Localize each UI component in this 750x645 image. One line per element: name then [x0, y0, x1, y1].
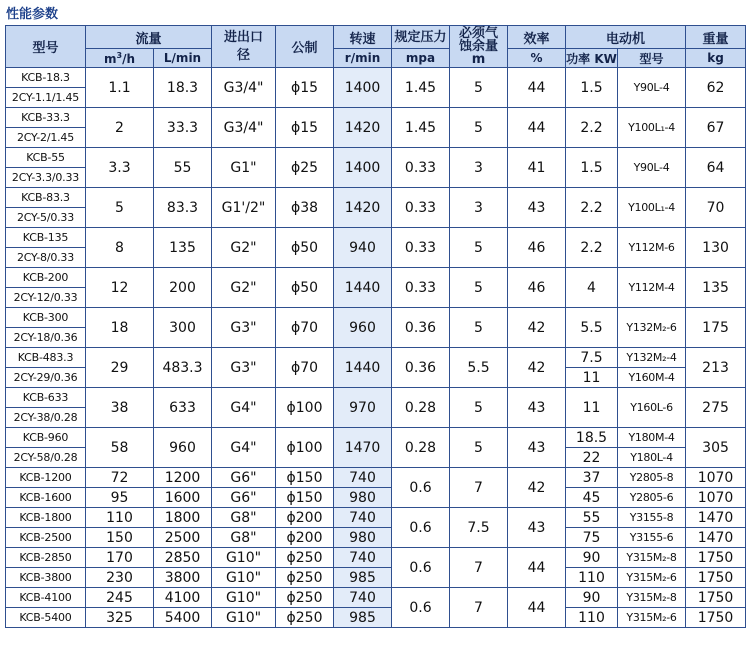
table-row — [6, 568, 746, 588]
table-row — [6, 488, 746, 508]
nominal-size: ϕ25 — [276, 148, 334, 188]
motor-model: Y112M-6 — [618, 228, 686, 268]
pressure-value: 0.6 — [392, 508, 450, 548]
motor-model: Y132M₂-4 — [618, 348, 686, 368]
speed-value: 980 — [334, 528, 392, 548]
weight-value: 1070 — [686, 468, 746, 488]
table-row — [6, 68, 746, 88]
performance-table — [5, 25, 746, 628]
speed-value: 985 — [334, 568, 392, 588]
port-size: G3" — [212, 308, 276, 348]
model-primary: KCB-633 — [6, 388, 86, 408]
speed-value: 1420 — [334, 188, 392, 228]
motor-power: 55 — [566, 508, 618, 528]
speed-value: 1400 — [334, 68, 392, 108]
col-efficiency: 效率 — [508, 26, 566, 49]
table-row — [6, 588, 746, 608]
flow-m3h: 110 — [86, 508, 154, 528]
speed-value: 1400 — [334, 148, 392, 188]
efficiency-value: 44 — [508, 548, 566, 588]
motor-power: 2.2 — [566, 188, 618, 228]
motor-model: Y180M-4 — [618, 428, 686, 448]
port-size: G4" — [212, 428, 276, 468]
speed-value: 740 — [334, 548, 392, 568]
table-row — [6, 308, 746, 328]
port-size: G3" — [212, 348, 276, 388]
motor-power: 11 — [566, 388, 618, 428]
nominal-size: ϕ200 — [276, 528, 334, 548]
weight-value: 1750 — [686, 548, 746, 568]
flow-m3h: 29 — [86, 348, 154, 388]
pressure-value: 0.36 — [392, 308, 450, 348]
flow-lmin: 83.3 — [154, 188, 212, 228]
nominal-size: ϕ100 — [276, 388, 334, 428]
speed-value: 1440 — [334, 348, 392, 388]
port-size: G3/4" — [212, 68, 276, 108]
efficiency-value: 43 — [508, 188, 566, 228]
efficiency-value: 42 — [508, 308, 566, 348]
npsh-value: 7.5 — [450, 508, 508, 548]
npsh-value: 5 — [450, 388, 508, 428]
pressure-value: 0.36 — [392, 348, 450, 388]
nominal-size: ϕ50 — [276, 268, 334, 308]
col-flow-unit-m3h: $m^3/h$ — [86, 49, 154, 68]
efficiency-value: 46 — [508, 268, 566, 308]
nominal-size: ϕ38 — [276, 188, 334, 228]
model-primary: KCB-483.3 — [6, 348, 86, 368]
motor-model: Y112M-4 — [618, 268, 686, 308]
col-weight-unit: kg — [686, 49, 746, 68]
speed-value: 1470 — [334, 428, 392, 468]
weight-value: 130 — [686, 228, 746, 268]
motor-power: 45 — [566, 488, 618, 508]
motor-model: Y315M₂-6 — [618, 568, 686, 588]
model-primary: KCB-300 — [6, 308, 86, 328]
npsh-value: 5 — [450, 268, 508, 308]
motor-model: Y90L-4 — [618, 148, 686, 188]
speed-value: 740 — [334, 508, 392, 528]
nominal-size: ϕ150 — [276, 488, 334, 508]
motor-model: Y90L-4 — [618, 68, 686, 108]
model-secondary: 2CY-3.3/0.33 — [6, 168, 86, 188]
port-size: G8" — [212, 508, 276, 528]
port-size: G6" — [212, 488, 276, 508]
nominal-size: ϕ200 — [276, 508, 334, 528]
table-row — [6, 108, 746, 128]
model-secondary: 2CY-18/0.36 — [6, 328, 86, 348]
npsh-value: 3 — [450, 188, 508, 228]
port-size: G2" — [212, 268, 276, 308]
nominal-size: ϕ250 — [276, 568, 334, 588]
table-row — [6, 228, 746, 248]
flow-lmin: 55 — [154, 148, 212, 188]
npsh-value: 3 — [450, 148, 508, 188]
speed-value: 985 — [334, 608, 392, 628]
motor-power: 90 — [566, 548, 618, 568]
port-size: G1'/2" — [212, 188, 276, 228]
port-size: G1" — [212, 148, 276, 188]
flow-m3h: 8 — [86, 228, 154, 268]
flow-lmin: 33.3 — [154, 108, 212, 148]
npsh-value: 7 — [450, 468, 508, 508]
model-primary: KCB-4100 — [6, 588, 86, 608]
model-primary: KCB-135 — [6, 228, 86, 248]
model-primary: KCB-2850 — [6, 548, 86, 568]
table-row — [6, 348, 746, 368]
motor-power: 37 — [566, 468, 618, 488]
nominal-size: ϕ250 — [276, 548, 334, 568]
pressure-value: 0.6 — [392, 468, 450, 508]
npsh-value: 7 — [450, 588, 508, 628]
speed-value: 980 — [334, 488, 392, 508]
flow-m3h: 150 — [86, 528, 154, 548]
motor-power: 2.2 — [566, 108, 618, 148]
model-secondary: 2CY-8/0.33 — [6, 248, 86, 268]
col-port — [212, 26, 276, 68]
pressure-value: 0.6 — [392, 548, 450, 588]
weight-value: 1750 — [686, 588, 746, 608]
port-size: G10" — [212, 568, 276, 588]
page-title: 性能参数 — [6, 7, 59, 22]
weight-value: 135 — [686, 268, 746, 308]
nominal-size: ϕ100 — [276, 428, 334, 468]
npsh-value: 5 — [450, 428, 508, 468]
efficiency-value: 43 — [508, 508, 566, 548]
col-npsh — [450, 26, 508, 68]
weight-value: 1470 — [686, 528, 746, 548]
motor-power: 2.2 — [566, 228, 618, 268]
motor-model: Y160M-4 — [618, 368, 686, 388]
weight-value: 67 — [686, 108, 746, 148]
weight-value: 62 — [686, 68, 746, 108]
pressure-value: 0.6 — [392, 588, 450, 628]
weight-value: 275 — [686, 388, 746, 428]
flow-m3h: 3.3 — [86, 148, 154, 188]
table-row — [6, 268, 746, 288]
model-secondary: 2CY-38/0.28 — [6, 408, 86, 428]
table-row — [6, 508, 746, 528]
pressure-value: 0.28 — [392, 388, 450, 428]
model-primary: KCB-33.3 — [6, 108, 86, 128]
model-primary: KCB-3800 — [6, 568, 86, 588]
model-secondary: 2CY-58/0.28 — [6, 448, 86, 468]
speed-value: 740 — [334, 468, 392, 488]
flow-lmin: 2850 — [154, 548, 212, 568]
speed-value: 1420 — [334, 108, 392, 148]
port-size: G2" — [212, 228, 276, 268]
motor-power: 4 — [566, 268, 618, 308]
flow-m3h: 38 — [86, 388, 154, 428]
motor-power: 5.5 — [566, 308, 618, 348]
flow-lmin: 4100 — [154, 588, 212, 608]
speed-value: 970 — [334, 388, 392, 428]
port-size: G8" — [212, 528, 276, 548]
flow-lmin: 5400 — [154, 608, 212, 628]
flow-lmin: 483.3 — [154, 348, 212, 388]
flow-m3h: 5 — [86, 188, 154, 228]
pressure-value: 1.45 — [392, 68, 450, 108]
efficiency-value: 44 — [508, 588, 566, 628]
flow-lmin: 633 — [154, 388, 212, 428]
col-npsh-label: 必须气蚀余量 — [459, 26, 499, 54]
model-secondary: 2CY-2/1.45 — [6, 128, 86, 148]
nominal-size: ϕ15 — [276, 108, 334, 148]
table-row — [6, 608, 746, 628]
efficiency-value: 46 — [508, 228, 566, 268]
flow-m3h: 1.1 — [86, 68, 154, 108]
table-row — [6, 188, 746, 208]
col-port-label: 进出口径 — [224, 29, 264, 63]
motor-model: Y3155-6 — [618, 528, 686, 548]
efficiency-value: 43 — [508, 428, 566, 468]
efficiency-value: 43 — [508, 388, 566, 428]
table-row — [6, 528, 746, 548]
pressure-value: 0.33 — [392, 228, 450, 268]
motor-model: Y132M₂-6 — [618, 308, 686, 348]
col-npsh-unit: m — [471, 52, 486, 67]
flow-m3h: 12 — [86, 268, 154, 308]
weight-value: 1070 — [686, 488, 746, 508]
flow-m3h: 58 — [86, 428, 154, 468]
model-primary: KCB-55 — [6, 148, 86, 168]
flow-m3h: 245 — [86, 588, 154, 608]
nominal-size: ϕ250 — [276, 608, 334, 628]
efficiency-value: 44 — [508, 68, 566, 108]
col-efficiency-unit: % — [508, 49, 566, 68]
nominal-size: ϕ150 — [276, 468, 334, 488]
col-motor: 电动机 — [566, 26, 686, 49]
motor-power: 110 — [566, 608, 618, 628]
motor-power: 90 — [566, 588, 618, 608]
model-secondary: 2CY-5/0.33 — [6, 208, 86, 228]
flow-m3h: 95 — [86, 488, 154, 508]
weight-value: 1470 — [686, 508, 746, 528]
flow-lmin: 3800 — [154, 568, 212, 588]
table-header — [6, 26, 746, 68]
weight-value: 1750 — [686, 608, 746, 628]
port-size: G3/4" — [212, 108, 276, 148]
port-size: G6" — [212, 468, 276, 488]
model-secondary: 2CY-29/0.36 — [6, 368, 86, 388]
model-primary: KCB-1800 — [6, 508, 86, 528]
col-flow-unit-lmin: L/min — [154, 49, 212, 68]
motor-model: Y315M₂-6 — [618, 608, 686, 628]
efficiency-value: 42 — [508, 468, 566, 508]
motor-power: 110 — [566, 568, 618, 588]
flow-lmin: 2500 — [154, 528, 212, 548]
col-flow: 流量 — [86, 26, 212, 49]
motor-model: Y100L₁-4 — [618, 188, 686, 228]
weight-value: 175 — [686, 308, 746, 348]
flow-m3h: 325 — [86, 608, 154, 628]
pressure-value: 0.33 — [392, 148, 450, 188]
port-size: G10" — [212, 548, 276, 568]
flow-lmin: 200 — [154, 268, 212, 308]
motor-power: 22 — [566, 448, 618, 468]
motor-model: Y2805-6 — [618, 488, 686, 508]
efficiency-value: 42 — [508, 348, 566, 388]
flow-lmin: 18.3 — [154, 68, 212, 108]
port-size: G10" — [212, 588, 276, 608]
speed-value: 1440 — [334, 268, 392, 308]
model-primary: KCB-5400 — [6, 608, 86, 628]
flow-m3h: 170 — [86, 548, 154, 568]
efficiency-value: 44 — [508, 108, 566, 148]
model-secondary: 2CY-12/0.33 — [6, 288, 86, 308]
flow-lmin: 960 — [154, 428, 212, 468]
table-row — [6, 388, 746, 408]
model-primary: KCB-2500 — [6, 528, 86, 548]
flow-m3h: 72 — [86, 468, 154, 488]
motor-power: 18.5 — [566, 428, 618, 448]
model-primary: KCB-200 — [6, 268, 86, 288]
model-primary: KCB-1600 — [6, 488, 86, 508]
col-speed: 转速 — [334, 26, 392, 49]
efficiency-value: 41 — [508, 148, 566, 188]
nominal-size: ϕ15 — [276, 68, 334, 108]
motor-model: Y3155-8 — [618, 508, 686, 528]
motor-model: Y2805-8 — [618, 468, 686, 488]
motor-power: 11 — [566, 368, 618, 388]
motor-power: 7.5 — [566, 348, 618, 368]
model-primary: KCB-960 — [6, 428, 86, 448]
motor-model: Y100L₁-4 — [618, 108, 686, 148]
flow-lmin: 1800 — [154, 508, 212, 528]
flow-lmin: 300 — [154, 308, 212, 348]
weight-value: 1750 — [686, 568, 746, 588]
flow-lmin: 1600 — [154, 488, 212, 508]
model-secondary: 2CY-1.1/1.45 — [6, 88, 86, 108]
col-speed-unit: r/min — [334, 49, 392, 68]
pressure-value: 0.33 — [392, 188, 450, 228]
motor-model: Y315M₂-8 — [618, 588, 686, 608]
flow-lmin: 135 — [154, 228, 212, 268]
npsh-value: 5 — [450, 108, 508, 148]
speed-value: 940 — [334, 228, 392, 268]
speed-value: 740 — [334, 588, 392, 608]
table-row — [6, 428, 746, 448]
col-model: 型号 — [6, 26, 86, 68]
npsh-value: 7 — [450, 548, 508, 588]
nominal-size: ϕ70 — [276, 348, 334, 388]
flow-m3h: 230 — [86, 568, 154, 588]
nominal-size: ϕ250 — [276, 588, 334, 608]
npsh-value: 5 — [450, 228, 508, 268]
table-row — [6, 548, 746, 568]
table-body — [6, 68, 746, 628]
motor-model: Y160L-6 — [618, 388, 686, 428]
flow-lmin: 1200 — [154, 468, 212, 488]
col-nominal: 公制 — [276, 26, 334, 68]
flow-m3h: 2 — [86, 108, 154, 148]
pressure-value: 1.45 — [392, 108, 450, 148]
nominal-size: ϕ70 — [276, 308, 334, 348]
motor-power: 1.5 — [566, 68, 618, 108]
model-primary: KCB-83.3 — [6, 188, 86, 208]
weight-value: 70 — [686, 188, 746, 228]
table-row — [6, 468, 746, 488]
motor-power: 75 — [566, 528, 618, 548]
npsh-value: 5 — [450, 308, 508, 348]
weight-value: 64 — [686, 148, 746, 188]
col-motor-power: 功率 KW — [566, 49, 618, 68]
motor-model: Y180L-4 — [618, 448, 686, 468]
nominal-size: ϕ50 — [276, 228, 334, 268]
speed-value: 960 — [334, 308, 392, 348]
weight-value: 213 — [686, 348, 746, 388]
pressure-value: 0.28 — [392, 428, 450, 468]
table-row — [6, 148, 746, 168]
npsh-value: 5.5 — [450, 348, 508, 388]
motor-model: Y315M₂-8 — [618, 548, 686, 568]
port-size: G10" — [212, 608, 276, 628]
motor-power: 1.5 — [566, 148, 618, 188]
npsh-value: 5 — [450, 68, 508, 108]
pressure-value: 0.33 — [392, 268, 450, 308]
col-pressure: 规定压力 — [392, 26, 450, 49]
weight-value: 305 — [686, 428, 746, 468]
model-primary: KCB-18.3 — [6, 68, 86, 88]
col-motor-model: 型号 — [618, 49, 686, 68]
port-size: G4" — [212, 388, 276, 428]
col-pressure-unit: mpa — [392, 49, 450, 68]
col-weight: 重量 — [686, 26, 746, 49]
flow-m3h: 18 — [86, 308, 154, 348]
model-primary: KCB-1200 — [6, 468, 86, 488]
